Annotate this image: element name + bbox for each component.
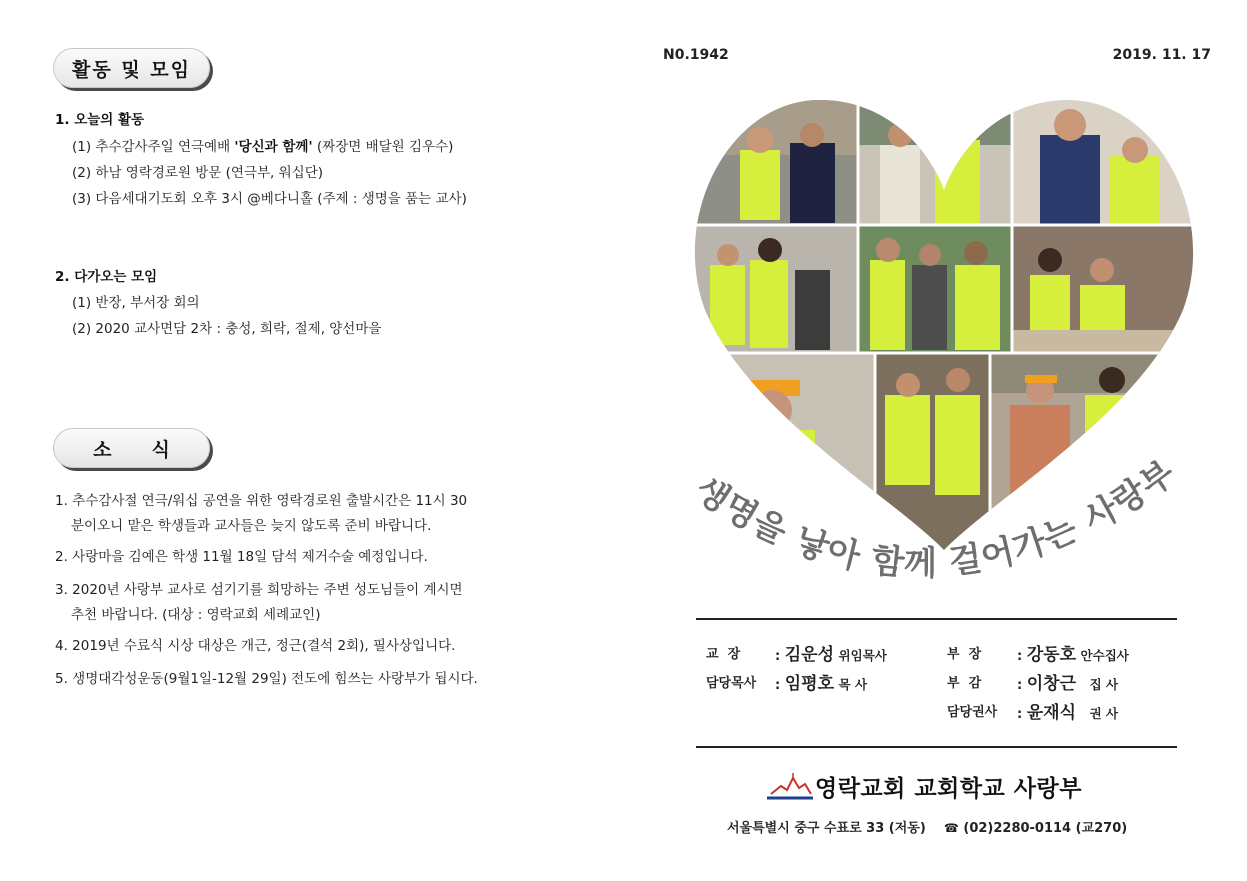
head-entry: : 강동호 안수집사	[1017, 645, 1129, 665]
news-item-1-line2: 분이오니 맡은 학생들과 교사들은 늦지 않도록 준비 바랍니다.	[71, 518, 432, 534]
today-item-1-suffix: (짜장면 배달원 김우수)	[312, 139, 454, 155]
news-item-5-line1: 5. 생명대각성운동(9월1일-12월 29일) 전도에 힘쓰는 사랑부가 됩시다.	[55, 671, 478, 687]
pastor-name: 임평호	[784, 674, 835, 694]
today-item-2: (2) 하남 영락경로원 방문 (연극부, 워십단)	[72, 165, 324, 181]
news-item-3	[55, 578, 565, 628]
church-org-name: 영락교회 교회학교 사랑부	[815, 776, 1082, 802]
head-role: 안수집사	[1080, 648, 1129, 663]
issue-number: N0.1942	[663, 47, 729, 63]
news-item-2-line1: 2. 사랑마을 김예은 학생 11월 18일 담석 제거수술 예정입니다.	[55, 549, 428, 565]
phone-number: (02)2280-0114 (교270)	[963, 821, 1128, 836]
activity-title-text: 활동 및 모임	[72, 58, 191, 81]
today-item-3: (3) 다음세대기도회 오후 3시 @베다니홀 (주제 : 생명을 품는 교사)	[72, 191, 467, 207]
address-text: 서울특별시 중구 수표로 33 (저동)	[727, 821, 926, 836]
supervisor-entry: : 이창근 집 사	[1017, 674, 1119, 694]
news-item-1	[55, 489, 565, 539]
news-item-5	[55, 667, 565, 692]
slogan-arc	[640, 440, 1220, 610]
news-section-title	[53, 428, 210, 468]
principal-label-text: 교 장	[706, 647, 741, 662]
slogan-text: 생명을 낳아 함께 걸어가는 사랑부	[687, 452, 1184, 584]
pastor-entry: : 임평호 목 사	[775, 674, 868, 694]
news-item-4	[55, 634, 565, 659]
deaconess-entry: : 윤재식 권 사	[1017, 703, 1119, 723]
news-item-2	[55, 545, 565, 570]
principal-entry: : 김운성 위임목사	[775, 645, 887, 665]
news-title-text: 소식	[93, 438, 210, 461]
activity-section-title	[53, 48, 210, 88]
upcoming-item-1: (1) 반장, 부서장 회의	[72, 295, 200, 311]
pastor-label: 담당목사	[706, 676, 757, 691]
upcoming-item-2: (2) 2020 교사면담 2차 : 충성, 희락, 절제, 양선마을	[72, 321, 382, 337]
church-logo-icon	[765, 772, 815, 802]
today-item-1-bold: '당신과 함께'	[234, 139, 313, 155]
deaconess-role: 권 사	[1089, 706, 1119, 721]
address-line	[727, 817, 1127, 836]
principal-label	[706, 643, 740, 662]
phone-icon: ☎	[943, 821, 959, 835]
principal-role: 위임목사	[838, 648, 887, 663]
photo-3	[1012, 95, 1198, 225]
deaconess-name: 윤재식	[1026, 703, 1077, 723]
supervisor-label-text: 부 감	[947, 676, 982, 691]
head-label	[947, 643, 981, 662]
news-item-3-line1: 3. 2020년 사랑부 교사로 섬기기를 희망하는 주변 성도님들이 계시면	[55, 582, 463, 598]
deaconess-label: 담당권사	[947, 705, 998, 720]
svg-text:생명을 낳아 함께 걸어가는 사랑부	[688, 452, 1184, 583]
news-item-4-line1: 4. 2019년 수료식 시상 대상은 개근, 정근(결석 2회), 필사상입니다.	[55, 638, 456, 654]
supervisor-role: 집 사	[1089, 677, 1119, 692]
staff-bottom-rule	[696, 746, 1177, 748]
head-label-text: 부 장	[947, 647, 982, 662]
news-item-1-line1: 1. 추수감사절 연극/워십 공연을 위한 영락경로원 출발시간은 11시 30	[55, 493, 468, 509]
today-heading: 1. 오늘의 활동	[55, 112, 145, 128]
principal-name: 김운성	[784, 645, 835, 665]
today-item-1	[72, 135, 453, 155]
church-org-line	[765, 770, 1082, 803]
today-item-1-prefix: (1) 추수감사주일 연극예배	[72, 139, 235, 155]
issue-date: 2019. 11. 17	[1112, 47, 1211, 63]
head-name: 강동호	[1026, 645, 1077, 665]
pastor-role: 목 사	[838, 677, 868, 692]
supervisor-name: 이창근	[1026, 674, 1077, 694]
staff-top-rule	[696, 618, 1177, 620]
upcoming-heading: 2. 다가오는 모임	[55, 269, 158, 285]
news-item-3-line2: 추천 바랍니다. (대상 : 영락교회 세례교인)	[71, 607, 321, 623]
supervisor-label	[947, 672, 981, 691]
